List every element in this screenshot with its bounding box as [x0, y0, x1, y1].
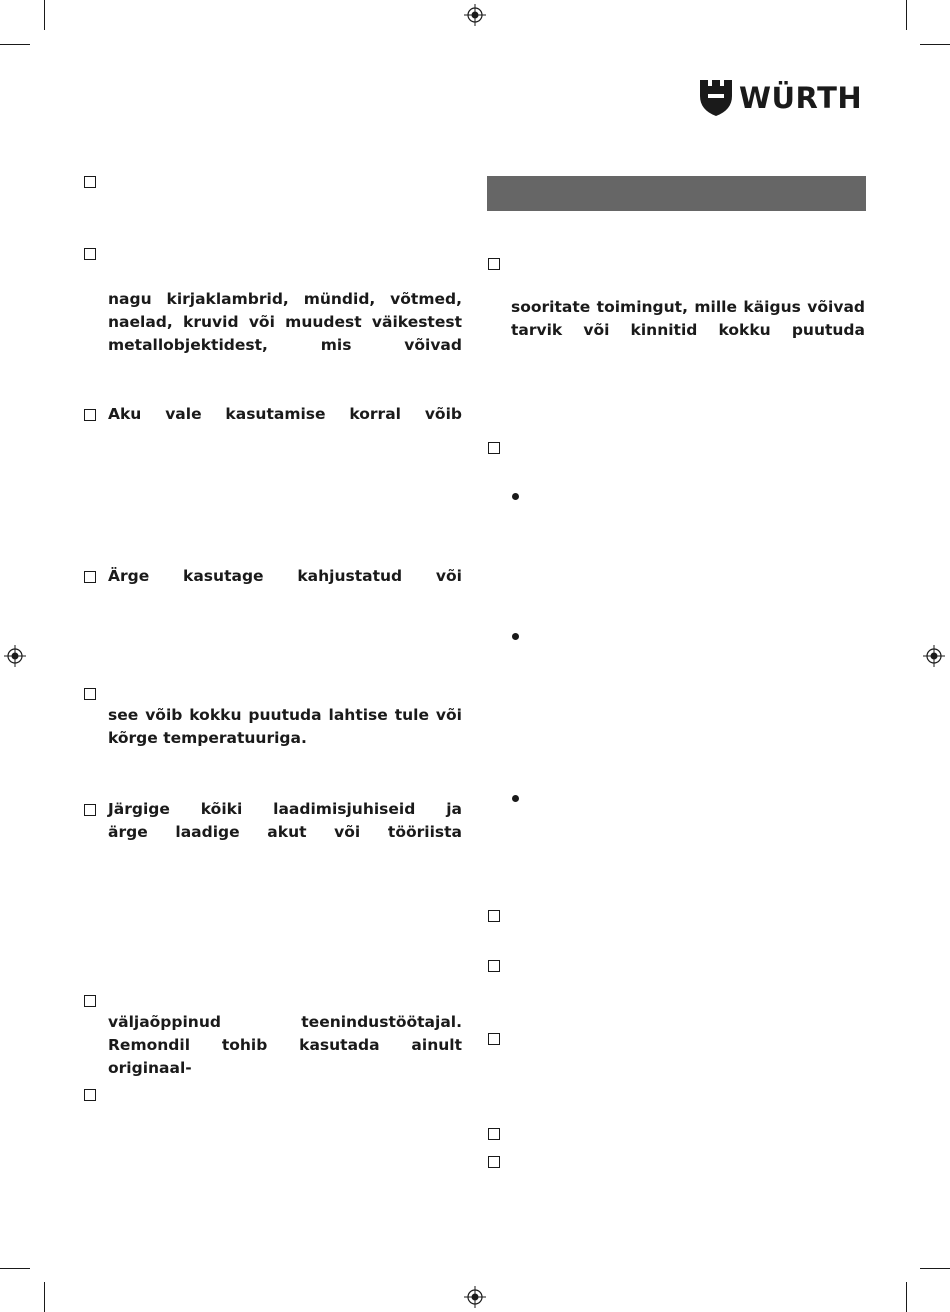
- checkbox-icon: [488, 258, 500, 270]
- checkbox-icon: [488, 960, 500, 972]
- checkbox-icon: [84, 571, 96, 583]
- text-line: väljaõppinud teenindustöötajal.: [108, 1013, 462, 1031]
- text-line: ärge laadige akut või tööriista: [108, 823, 462, 841]
- bullet-icon: [512, 633, 519, 640]
- checkbox-icon: [84, 804, 96, 816]
- crop-mark: [0, 1268, 30, 1269]
- bullet-icon: [512, 795, 519, 802]
- crop-mark: [920, 44, 950, 45]
- crop-mark: [44, 0, 45, 30]
- registration-mark-icon: [4, 645, 26, 667]
- wurth-castle-logo-icon: [700, 80, 732, 116]
- text-line: tarvik või kinnitid kokku puutuda: [511, 321, 865, 339]
- paragraph: [108, 565, 462, 588]
- logo-text: WÜRTH: [739, 80, 863, 115]
- text-line: kõrge temperatuuriga.: [108, 729, 307, 747]
- checkbox-icon: [84, 176, 96, 188]
- text-line: sooritate toimingut, mille käigus võivad: [511, 298, 865, 316]
- text-line: see võib kokku puutuda lahtise tule või: [108, 706, 462, 724]
- checkbox-icon: [488, 1128, 500, 1140]
- checkbox-icon: [84, 409, 96, 421]
- paragraph: [108, 798, 462, 844]
- crop-mark: [906, 0, 907, 30]
- text-line: Aku vale kasutamise korral võib: [108, 405, 462, 423]
- crop-mark: [0, 44, 30, 45]
- text-line: nagu kirjaklambrid, mündid, võtmed,: [108, 290, 462, 308]
- paragraph: [108, 403, 462, 426]
- paragraph: [108, 288, 462, 357]
- crop-mark: [920, 1268, 950, 1269]
- paragraph: [108, 1011, 462, 1080]
- registration-mark-icon: [923, 645, 945, 667]
- registration-mark-icon: [464, 1286, 486, 1308]
- text-line: Remondil tohib kasutada ainult originaal-: [108, 1036, 462, 1077]
- text-line: Ärge kasutage kahjustatud või: [108, 567, 462, 585]
- paragraph: [511, 296, 865, 342]
- text-line: naelad, kruvid või muudest väikestest: [108, 313, 462, 331]
- checkbox-icon: [84, 995, 96, 1007]
- checkbox-icon: [84, 1089, 96, 1101]
- checkbox-icon: [84, 248, 96, 260]
- crop-mark: [44, 1282, 45, 1312]
- bullet-icon: [512, 493, 519, 500]
- checkbox-icon: [84, 688, 96, 700]
- paragraph: [108, 704, 462, 750]
- checkbox-icon: [488, 1156, 500, 1168]
- crop-mark: [906, 1282, 907, 1312]
- text-line: metallobjektidest, mis võivad: [108, 336, 462, 354]
- registration-mark-icon: [464, 4, 486, 26]
- text-line: Järgige kõiki laadimisjuhiseid ja: [108, 800, 462, 818]
- checkbox-icon: [488, 910, 500, 922]
- checkbox-icon: [488, 442, 500, 454]
- section-header-bar: [487, 176, 866, 211]
- checkbox-icon: [488, 1033, 500, 1045]
- wurth-logo: [700, 78, 868, 118]
